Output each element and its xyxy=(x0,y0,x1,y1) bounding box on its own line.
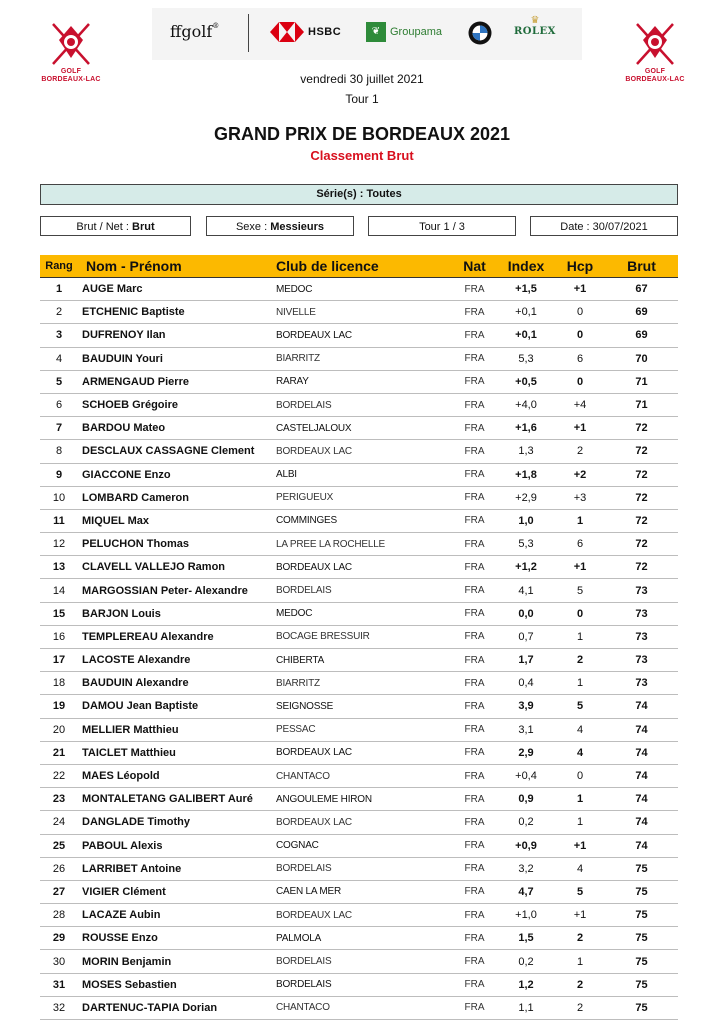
cell-index: 1,5 xyxy=(518,932,534,945)
cell-rang: 31 xyxy=(52,978,66,991)
cell-nom: ROUSSE Enzo xyxy=(82,932,158,945)
col-nat: Nat xyxy=(463,258,486,274)
table-row xyxy=(40,556,678,579)
cell-nat: FRA xyxy=(464,608,485,620)
cell-nom: DARTENUC-TAPIA Dorian xyxy=(82,1001,218,1014)
cell-club: MEDOC xyxy=(276,283,313,295)
table-header xyxy=(40,255,678,278)
cell-hcp: 4 xyxy=(576,862,584,875)
cell-index: 5,3 xyxy=(518,538,534,551)
cell-rang: 15 xyxy=(52,607,66,620)
cell-nom: AUGE Marc xyxy=(82,283,143,296)
cell-nom: BAUDUIN Alexandre xyxy=(82,677,189,690)
cell-nat: FRA xyxy=(464,700,485,712)
table-row xyxy=(40,835,678,858)
cell-index: 1,3 xyxy=(518,445,534,458)
cell-rang: 3 xyxy=(55,329,63,342)
cell-index: 1,2 xyxy=(518,978,534,991)
cell-index: 0,7 xyxy=(518,630,534,643)
table-row xyxy=(40,324,678,347)
cell-index: 0,2 xyxy=(518,955,534,968)
cell-nat: FRA xyxy=(464,677,485,689)
cell-hcp: +1 xyxy=(573,909,587,922)
cell-nom: MELLIER Matthieu xyxy=(82,723,179,736)
table-row xyxy=(40,301,678,324)
cell-club: CAEN LA MER xyxy=(276,886,342,898)
cell-brut: 72 xyxy=(635,514,648,527)
page-title: GRAND PRIX DE BORDEAUX 2021 xyxy=(213,124,511,144)
cell-rang: 23 xyxy=(52,793,66,806)
cell-hcp: 4 xyxy=(576,723,584,736)
cell-club: BORDEAUX LAC xyxy=(276,329,352,341)
cell-rang: 5 xyxy=(55,375,63,388)
cell-hcp: 0 xyxy=(576,306,584,319)
cell-nat: FRA xyxy=(464,654,485,666)
brut-net-value: Brut xyxy=(132,221,155,233)
cell-brut: 69 xyxy=(635,306,648,319)
sexe-value: Messieurs xyxy=(270,221,325,233)
cell-club: BIARRITZ xyxy=(276,353,320,365)
cell-brut: 72 xyxy=(635,491,648,504)
cell-index: +1,8 xyxy=(515,468,537,481)
cell-hcp: +2 xyxy=(573,468,587,481)
table-row xyxy=(40,510,678,533)
cell-nat: FRA xyxy=(464,956,485,968)
cell-rang: 22 xyxy=(52,770,66,783)
cell-nat: FRA xyxy=(464,909,485,921)
cell-hcp: 5 xyxy=(576,584,584,597)
cell-index: 4,1 xyxy=(518,584,534,597)
cell-index: +0,9 xyxy=(515,839,537,852)
sponsor-bar xyxy=(152,8,582,60)
cell-rang: 17 xyxy=(52,654,66,667)
cell-nom: ETCHENIC Baptiste xyxy=(82,306,185,319)
col-rang: Rang xyxy=(45,260,73,272)
groupama-logo xyxy=(366,22,442,42)
cell-rang: 4 xyxy=(55,352,63,365)
cell-hcp: 2 xyxy=(576,932,584,945)
cell-hcp: 6 xyxy=(576,538,584,551)
cell-nom: MONTALETANG GALIBERT Auré xyxy=(82,793,253,806)
table-row xyxy=(40,997,678,1020)
cell-nom: BARJON Louis xyxy=(82,607,161,620)
cell-club: COMMINGES xyxy=(276,515,337,527)
cell-nat: FRA xyxy=(464,816,485,828)
table-row xyxy=(40,649,678,672)
cell-brut: 74 xyxy=(635,700,648,713)
club-logo-text: GOLF xyxy=(644,68,666,75)
cell-hcp: +1 xyxy=(573,561,587,574)
cell-index: +1,6 xyxy=(515,422,537,435)
cell-nom: BARDOU Mateo xyxy=(82,422,166,435)
cell-club: RARAY xyxy=(276,376,309,388)
cell-index: +0,5 xyxy=(515,375,537,388)
cell-nat: FRA xyxy=(464,445,485,457)
table-row xyxy=(40,974,678,997)
cell-index: 0,2 xyxy=(518,816,534,829)
cell-nat: FRA xyxy=(464,840,485,852)
cell-club: BORDELAIS xyxy=(276,585,332,597)
event-date: vendredi 30 juillet 2021 xyxy=(300,72,424,86)
cell-nat: FRA xyxy=(464,538,485,550)
cell-nom: LACOSTE Alexandre xyxy=(82,654,191,667)
cell-nat: FRA xyxy=(464,515,485,527)
cell-nom: LARRIBET Antoine xyxy=(82,862,182,875)
cell-rang: 26 xyxy=(52,862,66,875)
cell-index: 1,1 xyxy=(518,1001,534,1014)
cell-rang: 8 xyxy=(55,445,63,458)
cell-club: BORDELAIS xyxy=(276,863,332,875)
cell-nom: ARMENGAUD Pierre xyxy=(82,375,189,388)
club-logo-text: BORDEAUX-LAC xyxy=(41,76,101,83)
results-table xyxy=(40,255,678,1020)
cell-nom: PELUCHON Thomas xyxy=(82,538,189,551)
cell-nom: DESCLAUX CASSAGNE Clement xyxy=(82,445,255,458)
cell-rang: 27 xyxy=(52,885,66,898)
cell-rang: 20 xyxy=(52,723,66,736)
cell-rang: 18 xyxy=(52,677,66,690)
cell-hcp: 4 xyxy=(576,746,584,759)
col-brut: Brut xyxy=(627,258,656,274)
cell-rang: 25 xyxy=(52,839,66,852)
cell-brut: 74 xyxy=(635,816,648,829)
series-filter: Série(s) : Toutes xyxy=(40,184,678,205)
cell-brut: 71 xyxy=(635,375,648,388)
table-row xyxy=(40,904,678,927)
club-logo-text: GOLF xyxy=(60,68,82,75)
groupama-icon: ❦ xyxy=(366,22,386,42)
cell-nat: FRA xyxy=(464,585,485,597)
golf-club-crest-icon xyxy=(633,20,677,68)
cell-brut: 71 xyxy=(635,399,648,412)
cell-club: BORDELAIS xyxy=(276,979,332,991)
cell-hcp: 1 xyxy=(576,793,584,806)
cell-brut: 73 xyxy=(635,630,648,643)
cell-nat: FRA xyxy=(464,469,485,481)
sexe-label: Sexe : xyxy=(235,221,268,233)
cell-nom: DANGLADE Timothy xyxy=(82,816,190,829)
cell-nat: FRA xyxy=(464,306,485,318)
cell-rang: 9 xyxy=(55,468,63,481)
cell-rang: 19 xyxy=(52,700,66,713)
cell-club: NIVELLE xyxy=(276,306,316,318)
cell-nom: VIGIER Clément xyxy=(82,885,166,898)
cell-nat: FRA xyxy=(464,561,485,573)
cell-nom: GIACCONE Enzo xyxy=(82,468,171,481)
cell-hcp: 1 xyxy=(576,816,584,829)
cell-brut: 69 xyxy=(635,329,648,342)
table-row xyxy=(40,927,678,950)
rolex-text: ROLEX xyxy=(514,26,556,37)
cell-hcp: 2 xyxy=(576,654,584,667)
cell-index: 0,9 xyxy=(518,793,534,806)
cell-nat: FRA xyxy=(464,932,485,944)
cell-nat: FRA xyxy=(464,863,485,875)
cell-club: BIARRITZ xyxy=(276,677,320,689)
cell-club: BORDEAUX LAC xyxy=(276,747,352,759)
cell-index: 1,7 xyxy=(518,654,534,667)
cell-brut: 72 xyxy=(635,422,648,435)
cell-nat: FRA xyxy=(464,631,485,643)
cell-rang: 12 xyxy=(52,538,66,551)
cell-club: MEDOC xyxy=(276,608,313,620)
cell-rang: 21 xyxy=(52,746,66,759)
crown-icon: ♛ xyxy=(530,15,540,26)
cell-rang: 11 xyxy=(53,514,65,527)
brut-net-filter xyxy=(40,216,191,236)
cell-rang: 28 xyxy=(52,909,66,922)
table-row xyxy=(40,811,678,834)
cell-hcp: 5 xyxy=(576,700,584,713)
cell-nom: TEMPLEREAU Alexandre xyxy=(82,630,214,643)
table-row xyxy=(40,440,678,463)
cell-hcp: +1 xyxy=(573,422,587,435)
col-hcp: Hcp xyxy=(566,258,594,274)
cell-nat: FRA xyxy=(464,399,485,411)
cell-hcp: 1 xyxy=(576,630,584,643)
cell-club: COGNAC xyxy=(276,840,319,852)
cell-club: LA PREE LA ROCHELLE xyxy=(276,538,386,550)
club-logo-text: BORDEAUX-LAC xyxy=(625,76,685,83)
cell-brut: 72 xyxy=(635,561,648,574)
cell-rang: 14 xyxy=(52,584,66,597)
cell-index: 1,0 xyxy=(518,514,534,527)
cell-brut: 75 xyxy=(635,955,648,968)
cell-hcp: 0 xyxy=(576,607,584,620)
cell-brut: 73 xyxy=(635,677,648,690)
cell-rang: 7 xyxy=(55,422,63,435)
cell-nom: SCHOEB Grégoire xyxy=(82,399,178,412)
col-nom: Nom - Prénom xyxy=(86,258,182,274)
table-row xyxy=(40,788,678,811)
table-row xyxy=(40,487,678,510)
page-subtitle: Classement Brut xyxy=(310,148,414,163)
cell-nat: FRA xyxy=(464,793,485,805)
cell-hcp: 2 xyxy=(576,978,584,991)
cell-nom: BAUDUIN Youri xyxy=(82,352,163,365)
cell-index: +0,1 xyxy=(515,329,537,342)
groupama-text: Groupama xyxy=(390,26,442,38)
cell-index: +1,5 xyxy=(515,283,537,296)
cell-nat: FRA xyxy=(464,492,485,504)
cell-brut: 73 xyxy=(635,654,648,667)
cell-club: ANGOULEME HIRON xyxy=(276,793,372,805)
cell-hcp: 1 xyxy=(576,677,584,690)
table-row xyxy=(40,695,678,718)
cell-brut: 75 xyxy=(635,909,648,922)
cell-club: PESSAC xyxy=(276,724,316,736)
sponsor-divider xyxy=(248,14,249,52)
cell-hcp: +4 xyxy=(573,399,587,412)
cell-nat: FRA xyxy=(464,724,485,736)
table-row xyxy=(40,672,678,695)
cell-nom: MOSES Sebastien xyxy=(82,978,177,991)
cell-rang: 6 xyxy=(55,399,63,412)
cell-nat: FRA xyxy=(464,886,485,898)
table-row xyxy=(40,950,678,973)
cell-nat: FRA xyxy=(464,329,485,341)
cell-hcp: 0 xyxy=(576,375,584,388)
cell-rang: 29 xyxy=(52,932,66,945)
cell-brut: 75 xyxy=(635,1001,648,1014)
cell-brut: 75 xyxy=(635,932,648,945)
cell-nat: FRA xyxy=(464,979,485,991)
cell-brut: 75 xyxy=(635,862,648,875)
table-row xyxy=(40,765,678,788)
table-row xyxy=(40,348,678,371)
cell-brut: 73 xyxy=(635,607,648,620)
cell-brut: 72 xyxy=(635,468,648,481)
cell-brut: 70 xyxy=(635,352,648,365)
cell-club: CHANTACO xyxy=(276,770,330,782)
cell-index: +0,4 xyxy=(515,770,537,783)
cell-hcp: +1 xyxy=(573,839,587,852)
table-row xyxy=(40,719,678,742)
table-row xyxy=(40,533,678,556)
cell-hcp: +1 xyxy=(573,283,587,296)
cell-rang: 2 xyxy=(55,306,63,319)
cell-club: SEIGNOSSE xyxy=(276,700,334,712)
cell-nom: DUFRENOY Ilan xyxy=(82,329,166,342)
cell-index: 5,3 xyxy=(518,352,534,365)
cell-brut: 72 xyxy=(635,445,648,458)
cell-nom: MORIN Benjamin xyxy=(82,955,172,968)
cell-index: +1,0 xyxy=(515,909,537,922)
cell-nom: TAICLET Matthieu xyxy=(82,746,176,759)
cell-nat: FRA xyxy=(464,747,485,759)
cell-brut: 74 xyxy=(635,793,648,806)
cell-brut: 74 xyxy=(635,723,648,736)
table-row xyxy=(40,858,678,881)
cell-rang: 1 xyxy=(55,283,63,296)
cell-club: BORDEAUX LAC xyxy=(276,445,352,457)
hsbc-text: HSBC xyxy=(308,26,342,38)
cell-brut: 72 xyxy=(635,538,648,551)
cell-index: 4,7 xyxy=(518,885,534,898)
brut-net-label: Brut / Net : xyxy=(76,221,129,233)
cell-brut: 74 xyxy=(635,746,648,759)
cell-nat: FRA xyxy=(464,376,485,388)
cell-club: CHANTACO xyxy=(276,1002,330,1014)
table-row xyxy=(40,278,678,301)
cell-brut: 75 xyxy=(635,978,648,991)
rolex-logo xyxy=(514,16,556,37)
table-row xyxy=(40,394,678,417)
table-row xyxy=(40,881,678,904)
cell-hcp: 2 xyxy=(576,1001,584,1014)
cell-nom: MAES Léopold xyxy=(82,770,160,783)
cell-index: 0,4 xyxy=(518,677,534,690)
table-row xyxy=(40,371,678,394)
cell-nom: LACAZE Aubin xyxy=(82,909,161,922)
cell-brut: 67 xyxy=(635,283,648,296)
table-row xyxy=(40,742,678,765)
table-row xyxy=(40,464,678,487)
cell-brut: 74 xyxy=(635,839,648,852)
cell-hcp: 6 xyxy=(576,352,584,365)
cell-hcp: 2 xyxy=(576,445,584,458)
cell-hcp: 0 xyxy=(576,770,584,783)
bmw-logo-icon xyxy=(468,21,492,45)
cell-rang: 10 xyxy=(52,491,66,504)
cell-rang: 30 xyxy=(52,955,66,968)
hsbc-logo xyxy=(270,22,341,42)
cell-index: 3,9 xyxy=(518,700,534,713)
cell-hcp: 0 xyxy=(576,329,584,342)
cell-index: 3,2 xyxy=(518,862,534,875)
cell-nom: PABOUL Alexis xyxy=(82,839,163,852)
cell-index: +1,2 xyxy=(515,561,537,574)
cell-club: BOCAGE BRESSUIR xyxy=(276,631,370,643)
cell-index: 0,0 xyxy=(518,607,534,620)
cell-club: BORDELAIS xyxy=(276,956,332,968)
col-index: Index xyxy=(507,258,545,274)
cell-nom: MIQUEL Max xyxy=(82,514,150,527)
cell-nat: FRA xyxy=(464,422,485,434)
cell-nom: DAMOU Jean Baptiste xyxy=(82,700,199,713)
cell-index: +0,1 xyxy=(515,306,537,319)
sexe-filter xyxy=(206,216,354,236)
date-filter: Date : 30/07/2021 xyxy=(530,216,678,236)
table-row xyxy=(40,603,678,626)
cell-hcp: +3 xyxy=(573,491,587,504)
cell-rang: 32 xyxy=(52,1001,66,1014)
golf-club-crest-icon xyxy=(49,20,93,68)
cell-nat: FRA xyxy=(464,283,485,295)
cell-index: 3,1 xyxy=(518,723,534,736)
cell-hcp: 5 xyxy=(576,885,584,898)
cell-nat: FRA xyxy=(464,770,485,782)
cell-index: +4,0 xyxy=(515,399,537,412)
cell-club: PERIGUEUX xyxy=(276,492,334,504)
cell-club: PALMOLA xyxy=(276,932,322,944)
cell-club: BORDEAUX LAC xyxy=(276,561,352,573)
cell-brut: 75 xyxy=(635,885,648,898)
hsbc-hexagon-icon xyxy=(270,22,304,42)
tour-filter: Tour 1 / 3 xyxy=(368,216,516,236)
ffgolf-logo: ffgolf® xyxy=(170,22,220,41)
cell-index: 2,9 xyxy=(518,746,534,759)
col-club: Club de licence xyxy=(276,258,379,274)
table-body xyxy=(40,278,678,1020)
cell-nom: LOMBARD Cameron xyxy=(82,491,189,504)
cell-rang: 24 xyxy=(52,816,66,829)
event-round: Tour 1 xyxy=(345,92,379,106)
cell-club: BORDEAUX LAC xyxy=(276,816,352,828)
cell-hcp: 1 xyxy=(576,955,584,968)
cell-rang: 16 xyxy=(52,630,66,643)
cell-brut: 74 xyxy=(635,770,648,783)
cell-club: ALBI xyxy=(276,469,297,481)
table-row xyxy=(40,626,678,649)
cell-brut: 73 xyxy=(635,584,648,597)
cell-club: CASTELJALOUX xyxy=(276,422,352,434)
cell-index: +2,9 xyxy=(515,491,537,504)
cell-rang: 13 xyxy=(52,561,66,574)
cell-hcp: 1 xyxy=(576,514,584,527)
cell-club: BORDEAUX LAC xyxy=(276,909,352,921)
cell-nom: CLAVELL VALLEJO Ramon xyxy=(82,561,226,574)
cell-club: BORDELAIS xyxy=(276,399,332,411)
table-row xyxy=(40,579,678,602)
table-row xyxy=(40,417,678,440)
cell-club: CHIBERTA xyxy=(276,654,325,666)
cell-nat: FRA xyxy=(464,1002,485,1014)
cell-nom: MARGOSSIAN Peter- Alexandre xyxy=(82,584,248,597)
cell-nat: FRA xyxy=(464,353,485,365)
